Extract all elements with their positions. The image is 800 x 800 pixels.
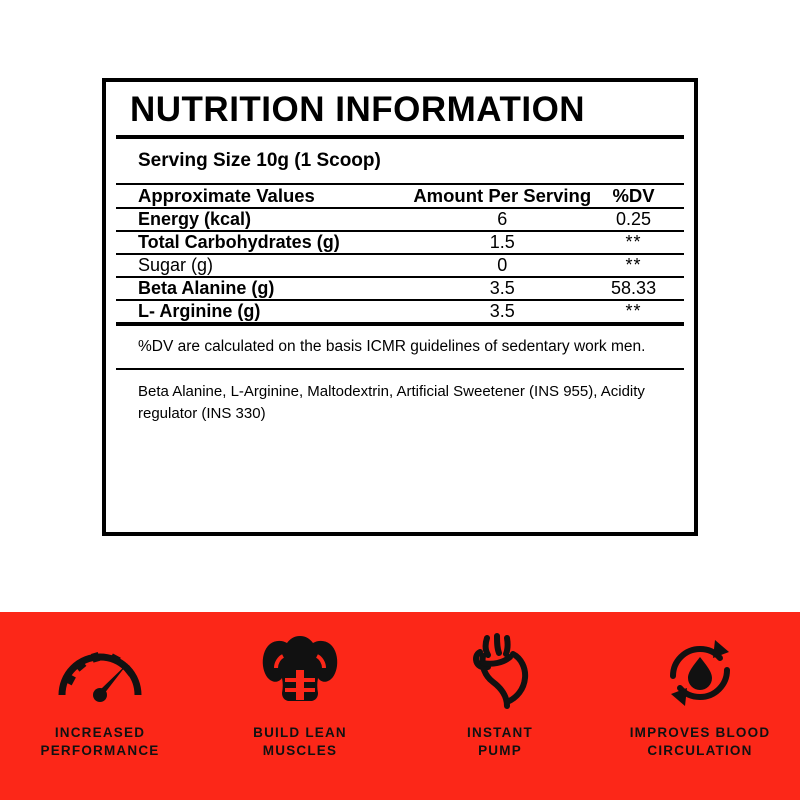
table-row <box>116 208 684 231</box>
benefit-label: BUILD LEAN MUSCLES <box>253 725 347 759</box>
nutrition-table <box>116 185 684 322</box>
column-header-dv: %DV <box>612 184 655 206</box>
table-row <box>116 254 684 277</box>
nutrient-amount: 3.5 <box>411 300 593 322</box>
speedometer-icon <box>54 630 146 716</box>
nutrient-dv: 58.33 <box>593 277 684 300</box>
blood-drop-circulation-icon <box>657 630 743 716</box>
benefit-label: INSTANT PUMP <box>467 725 533 759</box>
benefit-item <box>600 612 800 760</box>
nutrient-name: L- Arginine (g) <box>116 300 411 322</box>
nutrient-dv: ** <box>593 254 684 277</box>
table-header-row <box>116 185 684 208</box>
table-row <box>116 300 684 322</box>
serving-size-text: Serving Size 10g (1 Scoop) <box>138 149 381 171</box>
nutrient-name: Sugar (g) <box>116 254 411 277</box>
nutrition-information-panel <box>102 78 698 536</box>
nutrient-name: Energy (kcal) <box>116 208 411 231</box>
benefit-label: INCREASED PERFORMANCE <box>40 725 160 759</box>
nutrient-dv: ** <box>593 231 684 254</box>
column-header-values: Approximate Values <box>138 184 315 206</box>
ingredients-text: Beta Alanine, L-Arginine, Maltodextrin, Artificial Sweetener (INS 955), Acidity regulator (INS 330) <box>138 382 645 422</box>
benefit-item <box>400 612 600 760</box>
flexed-bicep-icon <box>463 630 537 716</box>
column-header-amount: Amount Per Serving <box>413 184 592 206</box>
nutrient-dv: ** <box>593 300 684 322</box>
benefit-item <box>200 612 400 760</box>
nutrient-name: Beta Alanine (g) <box>116 277 411 300</box>
nutrient-amount: 6 <box>411 208 593 231</box>
nutrient-name: Total Carbohydrates (g) <box>116 231 411 254</box>
nutrient-amount: 0 <box>411 254 593 277</box>
benefits-band <box>0 612 800 800</box>
nutrient-dv: 0.25 <box>593 208 684 231</box>
nutrient-amount: 1.5 <box>411 231 593 254</box>
page-title: NUTRITION INFORMATION <box>130 90 586 129</box>
muscular-torso-icon <box>257 630 343 716</box>
nutrient-amount: 3.5 <box>411 277 593 300</box>
daily-value-footnote: %DV are calculated on the basis ICMR guidelines of sedentary work men. <box>138 337 646 355</box>
benefit-item <box>0 612 200 760</box>
table-row <box>116 231 684 254</box>
benefit-label: IMPROVES BLOOD CIRCULATION <box>629 725 771 759</box>
table-row <box>116 277 684 300</box>
